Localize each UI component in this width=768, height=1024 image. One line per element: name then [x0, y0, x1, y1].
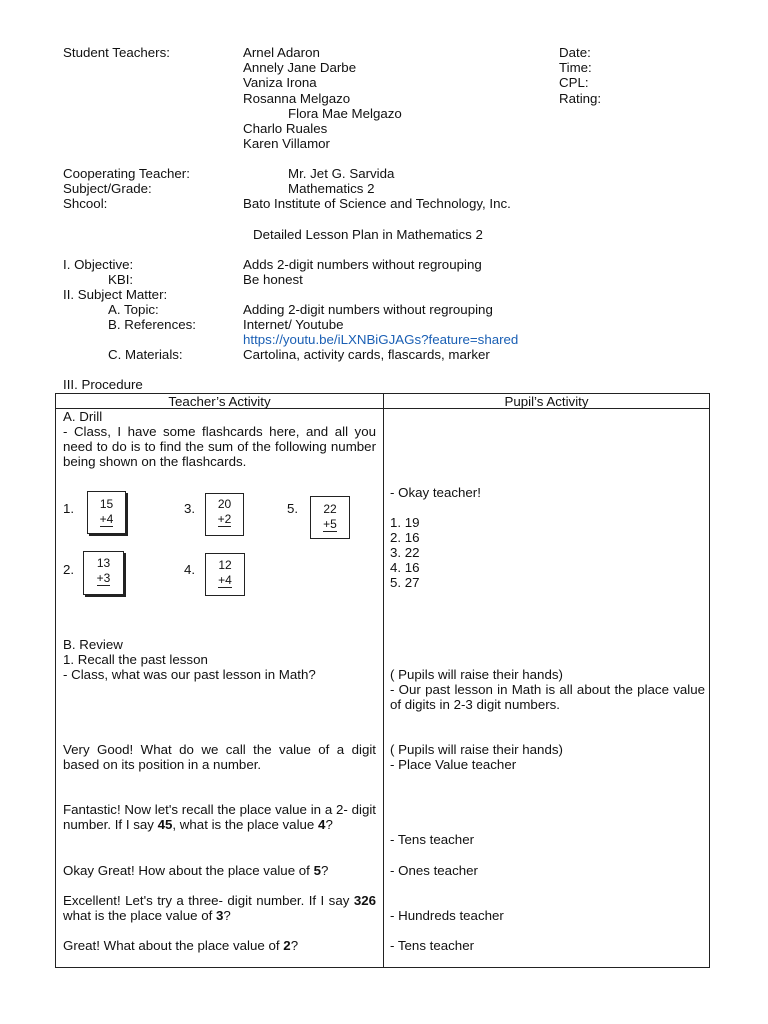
flashcard-top: 12	[218, 558, 232, 572]
pupil-response: - Tens teacher	[390, 832, 475, 847]
topic-label: A. Topic:	[108, 302, 159, 317]
flashcard-top: 22	[323, 502, 337, 516]
flashcard	[205, 553, 245, 596]
drill-title: A. Drill	[63, 409, 103, 424]
pupil-response: - Our past lesson in Math is all about the place value of digits in 2-3 digit numbers.	[390, 682, 705, 713]
flashcard-bottom: +2	[217, 512, 232, 526]
flashcard	[87, 491, 126, 534]
flashcard-top: 15	[99, 497, 114, 511]
review-question: - Class, what was our past lesson in Math?	[63, 667, 316, 682]
references-label: B. References:	[108, 317, 196, 332]
student-teacher-name: Charlo Ruales	[243, 121, 328, 136]
procedure-table	[55, 393, 710, 968]
flashcard-top: 20	[217, 497, 232, 511]
flashcard-number: 5.	[287, 501, 299, 516]
student-teacher-name: Karen Villamor	[243, 136, 330, 151]
drill-answer: 5. 27	[390, 575, 420, 590]
time-label: Time:	[559, 60, 592, 75]
student-teacher-name: Rosanna Melgazo	[243, 91, 351, 106]
objective-label: I. Objective:	[63, 257, 134, 272]
review-title: B. Review	[63, 637, 123, 652]
pupil-response: - Ones teacher	[390, 863, 478, 878]
kbi-label: KBI:	[108, 272, 134, 287]
review-question: Excellent! Let's try a three- digit number. If I say 326 what is the place value of 3?	[63, 893, 376, 924]
plan-title: Detailed Lesson Plan in Mathematics 2	[253, 227, 483, 242]
flashcard-top: 13	[96, 556, 111, 570]
cooperating-teacher-value: Mr. Jet G. Sarvida	[288, 166, 395, 181]
materials-label: C. Materials:	[108, 347, 183, 362]
review-question: Fantastic! Now let's recall the place value in a 2- digit number. If I say 45, what is the place value 4?	[63, 802, 376, 833]
kbi-value: Be honest	[243, 272, 303, 287]
drill-answer: 3. 22	[390, 545, 420, 560]
drill-reply: - Okay teacher!	[390, 485, 481, 500]
flashcard-bottom: +3	[96, 571, 111, 585]
flashcard-bottom: +4	[99, 512, 114, 526]
pupil-response: - Place Value teacher	[390, 757, 517, 772]
pupil-response: - Hundreds teacher	[390, 908, 504, 923]
review-question: Very Good! What do we call the value of a digit based on its position in a number.	[63, 742, 376, 773]
pupil-response: ( Pupils will raise their hands)	[390, 742, 563, 757]
procedure-label: III. Procedure	[63, 377, 143, 392]
references-value: Internet/ Youtube	[243, 317, 344, 332]
flashcard-number: 4.	[184, 562, 196, 577]
drill-instructions: - Class, I have some flashcards here, and all you need to do is to find the sum of the following number being shown on the flashcards.	[63, 424, 376, 470]
teacher-activity-header: Teacher’s Activity	[168, 394, 271, 409]
flashcard-number: 2.	[63, 562, 75, 577]
student-teacher-name: Annely Jane Darbe	[243, 60, 357, 75]
review-question: Okay Great! How about the place value of 5?	[63, 863, 329, 878]
review-item: 1. Recall the past lesson	[63, 652, 208, 667]
subject-grade-value: Mathematics 2	[288, 181, 375, 196]
pupil-response: ( Pupils will raise their hands)	[390, 667, 563, 682]
flashcard-number: 3.	[184, 501, 196, 516]
flashcard	[205, 493, 244, 536]
subject-matter-label: II. Subject Matter:	[63, 287, 168, 302]
school-label: Shcool:	[63, 196, 108, 211]
flashcard-number: 1.	[63, 501, 75, 516]
student-teachers-label: Student Teachers:	[63, 45, 170, 60]
student-teacher-name: Flora Mae Melgazo	[288, 106, 402, 121]
rating-label: Rating:	[559, 91, 602, 106]
student-teacher-name: Arnel Adaron	[243, 45, 320, 60]
reference-link[interactable]: https://youtu.be/iLXNBiGJAGs?feature=shared	[243, 332, 519, 347]
materials-value: Cartolina, activity cards, flascards, marker	[243, 347, 490, 362]
topic-value: Adding 2-digit numbers without regrouping	[243, 302, 493, 317]
objective-value: Adds 2-digit numbers without regrouping	[243, 257, 482, 272]
flashcard	[310, 496, 350, 539]
subject-grade-label: Subject/Grade:	[63, 181, 152, 196]
cpl-label: CPL:	[559, 75, 589, 90]
flashcard	[83, 551, 124, 595]
column-divider	[383, 394, 384, 967]
date-label: Date:	[559, 45, 591, 60]
school-value: Bato Institute of Science and Technology, Inc.	[243, 196, 511, 211]
flashcard-bottom: +5	[323, 517, 337, 531]
flashcard-bottom: +4	[218, 573, 232, 587]
student-teacher-name: Vaniza Irona	[243, 75, 317, 90]
pupil-response: - Tens teacher	[390, 938, 475, 953]
cooperating-teacher-label: Cooperating Teacher:	[63, 166, 190, 181]
drill-answer: 4. 16	[390, 560, 420, 575]
drill-answer: 2. 16	[390, 530, 420, 545]
review-question: Great! What about the place value of 2?	[63, 938, 299, 953]
pupil-activity-header: Pupil’s Activity	[504, 394, 589, 409]
drill-answer: 1. 19	[390, 515, 420, 530]
